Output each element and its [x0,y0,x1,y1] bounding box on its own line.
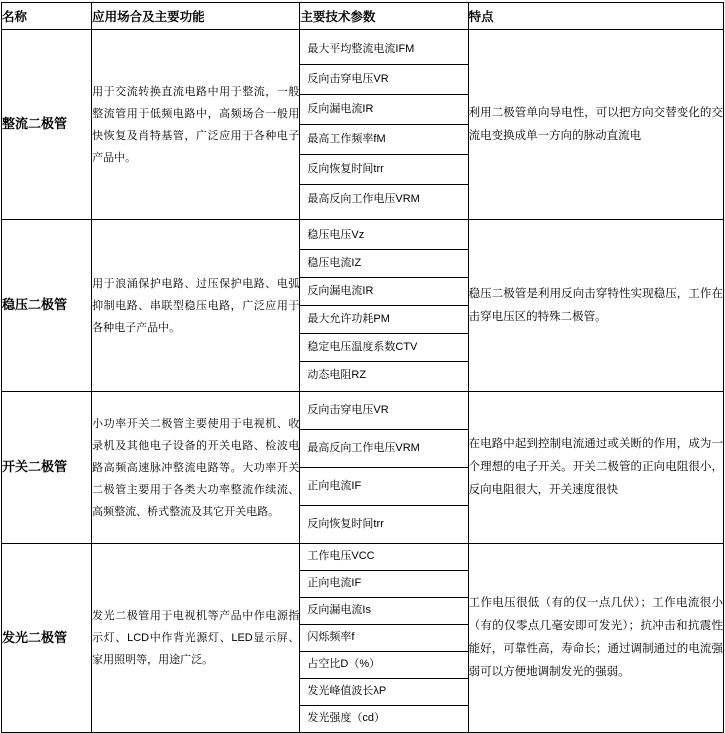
column-header-params: 主要技术参数 [300,3,468,30]
param-item: 发光强度（cd） [307,712,386,725]
device-feature: 利用二极管单向导电性，可以把方向交替变化的交流电变换成单一方向的脉动直流电 [468,30,723,220]
param-item: 闪烁频率f [300,625,467,652]
param-item: 正向电流IF [300,571,467,598]
param-item: 反向漏电流IR [300,278,467,306]
device-feature: 稳压二极管是利用反向击穿特性实现稳压，工作在击穿电压区的特殊二极管。 [468,220,723,392]
device-name: 稳压二极管 [2,220,92,392]
device-params [300,220,468,392]
param-item: 稳压电流IZ [300,250,467,278]
device-params [300,544,468,733]
param-list [300,544,467,732]
device-usage: 用于交流转换直流电路中用于整流，一般整流管用于低频电路中，高频场合一般用快恢复及肖特基管，广泛应用于各种电子产品中。 [92,30,300,220]
param-item: 稳压电压Vz [300,222,467,250]
device-usage: 用于浪涌保护电路、过压保护电路、电弧抑制电路、串联型稳压电路，广泛应用于各种电子产品中。 [92,220,300,392]
param-item: 反向漏电流Is [300,598,467,625]
param-item: 最大平均整流电流IFM [300,35,467,65]
device-usage: 发光二极管用于电视机等产品中作电源指示灯、LCD中作背光源灯、LED显示屏、家用照明等，用途广泛。 [92,544,300,733]
table-row [2,30,724,220]
param-item: 最高工作频率fM [300,125,467,155]
param-item: 反向击穿电压VR [300,65,467,95]
device-name: 发光二极管 [2,544,92,733]
diode-comparison-table [1,2,724,733]
table-row [2,392,724,544]
param-item: 稳定电压温度系数CTV [300,334,467,362]
param-item: 反向恢复时间trr [300,155,467,185]
device-params [300,392,468,544]
device-feature: 在电路中起到控制电流通过或关断的作用，成为一个理想的电子开关。开关二极管的正向电阻很小，反向电阻很大，开关速度很快 [468,392,723,544]
param-item: 反向击穿电压VR [300,392,467,430]
device-name: 开关二极管 [2,392,92,544]
device-name: 整流二极管 [2,30,92,220]
param-item: 反向漏电流IR [300,95,467,125]
device-usage: 小功率开关二极管主要使用于电视机、收录机及其他电子设备的开关电路、检波电路高频高速脉冲整流电路等。大功率开关二极管主要用于各类大功率整流作续流、高频整流、桥式整流及其它开关电路。 [92,392,300,544]
param-list [300,222,467,389]
param-item: 最高反向工作电压VRM [307,192,420,205]
param-list [300,392,467,543]
param-item: 工作电压VCC [300,544,467,571]
device-params [300,30,468,220]
column-header-usage: 应用场合及主要功能 [92,3,300,30]
table-row [2,544,724,733]
table-header-row [2,3,724,30]
param-item: 动态电阻RZ [307,368,367,381]
param-list [300,35,467,214]
param-item: 占空比D（%） [300,652,467,679]
param-item: 最高反向工作电压VRM [300,430,467,468]
device-feature: 工作电压很低（有的仅一点几伏）；工作电流很小（有的仅零点几毫安即可发光）；抗冲击和抗震性能好，可靠性高，寿命长；通过调制通过的电流强弱可以方便地调制发光的强弱。 [468,544,723,733]
param-item: 反向恢复时间trr [307,517,384,530]
column-header-feature: 特点 [468,3,723,30]
table-row [2,220,724,392]
document-page [0,2,725,725]
param-item: 发光峰值波长λP [300,679,467,706]
param-item: 最大允许功耗PM [300,306,467,334]
param-item: 正向电流IF [300,468,467,506]
column-header-name: 名称 [2,3,92,30]
